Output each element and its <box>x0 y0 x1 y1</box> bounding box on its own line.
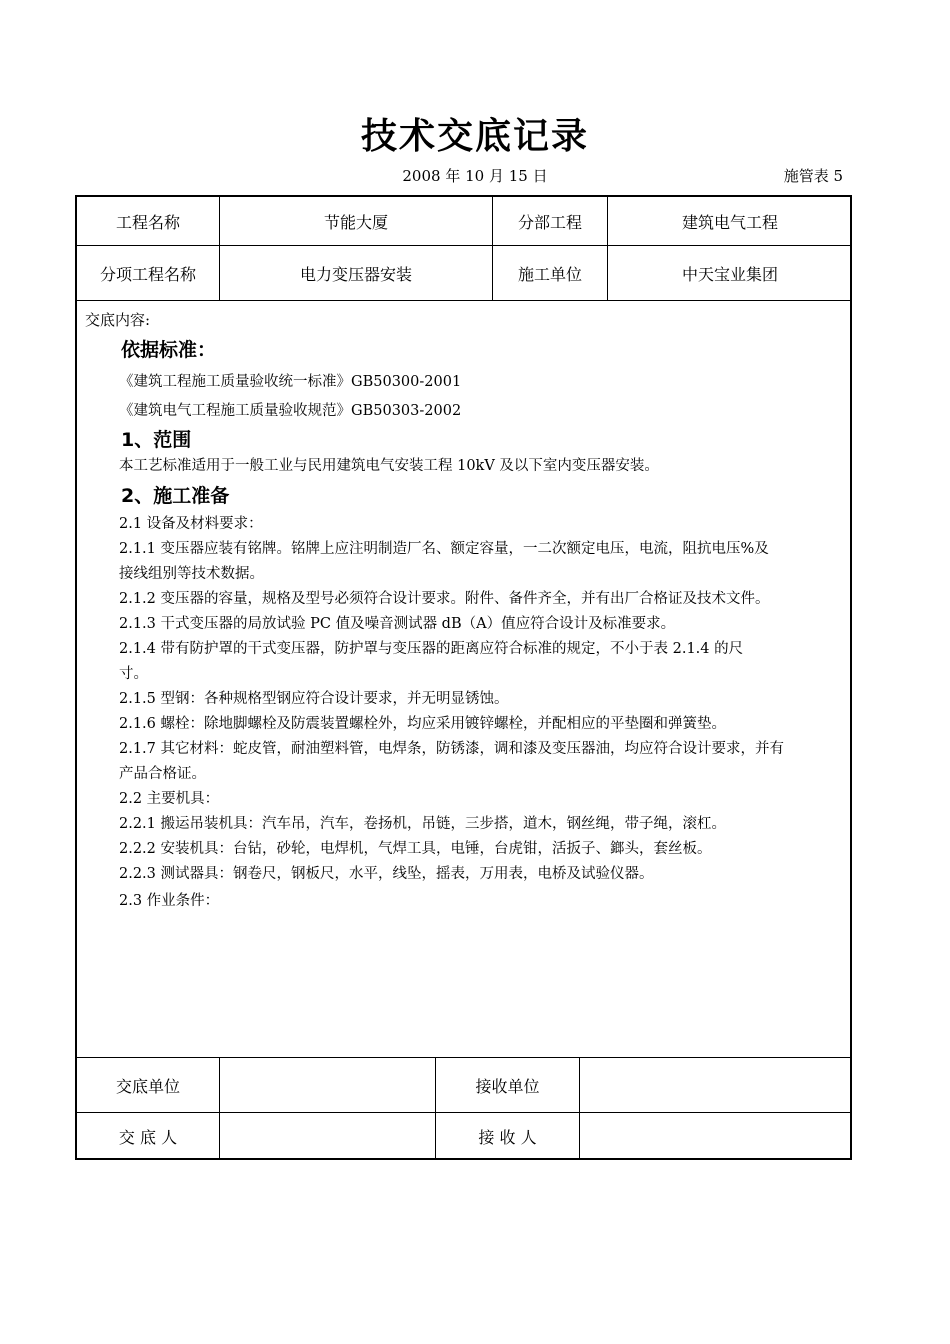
prep-line: 2.2.1 搬运吊装机具：汽车吊，汽车，卷扬机，吊链，三步搭，道木，钢丝绳，带子绳，滚杠。 <box>119 816 726 832</box>
prep-line: 产品合格证。 <box>119 766 206 782</box>
handover-unit-value[interactable] <box>220 1058 435 1112</box>
standard-item: 《建筑工程施工质量验收统一标准》GB50300-2001 <box>119 374 462 390</box>
receiver-value[interactable] <box>580 1113 852 1160</box>
receiver-label: 接 收 人 <box>478 1128 537 1147</box>
prep-line: 2.1.6 螺栓：除地脚螺栓及防震装置螺栓外，均应采用镀锌螺栓，并配相应的平垫圈和弹簧垫。 <box>119 716 726 732</box>
project-name-label: 工程名称 <box>115 212 180 232</box>
project-name-value: 节能大厦 <box>323 212 388 232</box>
prep-heading: 2、施工准备 <box>121 485 230 507</box>
standard-item: 《建筑电气工程施工质量验收规范》GB50303-2002 <box>119 403 462 419</box>
contractor-label: 施工单位 <box>517 264 582 284</box>
prep-line: 寸。 <box>119 666 148 682</box>
subitem-label: 分项工程名称 <box>99 264 196 284</box>
prep-line: 2.2.3 测试器具：钢卷尺，钢板尺，水平，线坠，摇表，万用表，电桥及试验仪器。 <box>119 866 654 882</box>
handover-unit-label: 交底单位 <box>115 1076 180 1096</box>
prep-line: 2.3 作业条件： <box>119 893 220 909</box>
content-label: 交底内容: <box>85 311 151 329</box>
basis-heading: 依据标准： <box>121 339 217 361</box>
receiving-unit-label: 接收单位 <box>475 1076 540 1096</box>
prep-line: 2.1.5 型钢：各种规格型钢应符合设计要求，并无明显锈蚀。 <box>119 691 509 707</box>
row-divider <box>77 300 850 301</box>
prep-line: 2.1.7 其它材料：蛇皮管，耐油塑料管，电焊条，防锈漆，调和漆及变压器油，均应符合设计要求，并有 <box>119 741 784 757</box>
prep-line: 2.2.2 安装机具：台钻，砂轮，电焊机，气焊工具，电锤，台虎钳，活扳子、鎯头，套丝板。 <box>119 841 712 857</box>
scope-text: 本工艺标准适用于一般工业与民用建筑电气安装工程 10kV 及以下室内变压器安装。 <box>119 458 659 474</box>
prep-line: 2.1.1 变压器应装有铭牌。铭牌上应注明制造厂名、额定容量，一二次额定电压，电流，阻抗电压%及 <box>119 541 769 557</box>
division-label: 分部工程 <box>517 212 582 232</box>
form-number: 施管表 5 <box>783 167 843 185</box>
prep-line: 2.1.4 带有防护罩的干式变压器，防护罩与变压器的距离应符合标准的规定，不小于表 2.1.4 的尺 <box>119 641 744 657</box>
division-value: 建筑电气工程 <box>681 212 778 232</box>
page-title: 技术交底记录 <box>360 116 589 157</box>
subitem-value: 电力变压器安装 <box>299 264 412 284</box>
contractor-value: 中天宝业集团 <box>681 264 778 284</box>
prep-line: 2.2 主要机具： <box>119 791 220 807</box>
handover-person-value[interactable] <box>220 1113 435 1160</box>
record-table <box>75 195 852 1160</box>
handover-person-label: 交 底 人 <box>118 1128 178 1147</box>
prep-line: 2.1.3 干式变压器的局放试验 PC 值及噪音测试器 dB（A）值应符合设计及标准要求。 <box>119 616 676 632</box>
handover-content <box>85 309 844 914</box>
scope-heading: 1、范围 <box>121 429 192 451</box>
prep-line: 2.1.2 变压器的容量，规格及型号必须符合设计要求。附件、备件齐全，并有出厂合格证及技术文件。 <box>119 591 770 607</box>
prep-line: 2.1 设备及材料要求： <box>119 516 263 532</box>
prep-line: 接线组别等技术数据。 <box>119 566 264 582</box>
record-date: 2008 年 10 月 15 日 <box>402 167 548 185</box>
receiving-unit-value[interactable] <box>580 1058 852 1112</box>
